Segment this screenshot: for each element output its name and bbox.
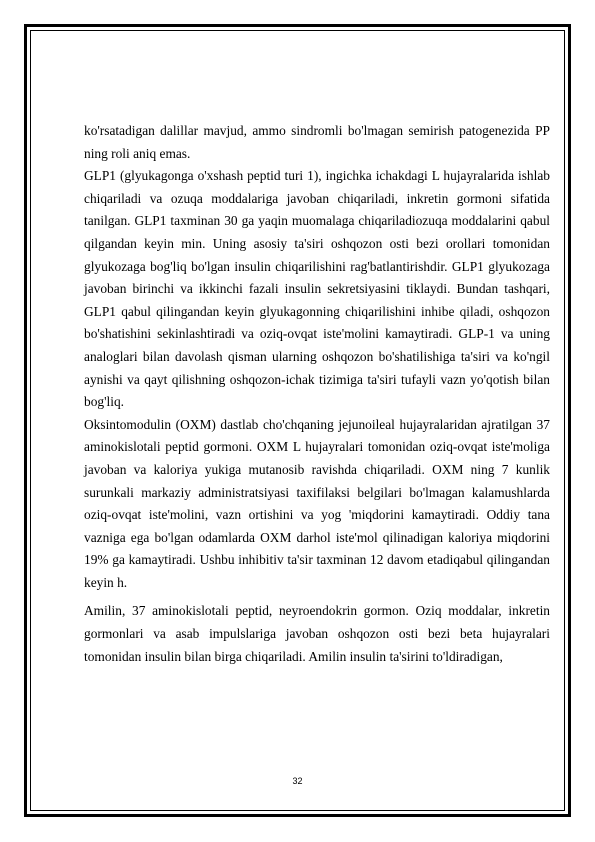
page-number: 32: [292, 776, 303, 786]
paragraph-oxm: Oksintomodulin (OXM) dastlab cho'chqaning jejunoileal hujayralaridan ajratilgan 37 aminokislotali peptid gormoni. OXM L hujayralari tomonidan oziq-ovqat iste'moliga javoban va kaloriya yukiga mutanosib ravishda chiqariladi. OXM ning 7 kunlik surunkali markaziy administratsiyasi taxifilaksi belgilari bo'lmagan kalamushlarda oziq-ovqat iste'molini, vazn ortishini va yog 'miqdorini kamaytiradi. Oddiy tana vazniga ega bo'lgan odamlarda OXM darhol iste'mol qilinadigan kaloriya miqdorini 19% ga kamaytiradi. Ushbu inhibitiv ta'sir taxminan 12 davom etadiqabul qilingandan keyin h.: [84, 416, 550, 590]
paragraph-glp1: GLP1 (glyukagonga o'xshash peptid turi 1), ingichka ichakdagi L hujayralarida ishlab chiqariladi va ozuqa moddalariga javoban chiqariladi, inkretin gormoni sifatida tanilgan. GLP1 taxminan 30 ga yaqin muomalaga chiqariladiozuqa moddalarini qabul qilgandan keyin min. Uning asosiy ta'siri oshqozon osti bezi orollari tomonidan glyukozaga bog'liq bo'lgan insulin chiqarilishini rag'batlantirishdir. GLP1 glyukozaga javoban birinchi va ikkinchi fazali insulin sekretsiyasini tiklaydi. Bundan tashqari, GLP1 qabul qilingandan keyin glyukagonning chiqarilishini inhibe qiladi, oshqozon bo'shatishini sekinlashtiradi va oziq-ovqat iste'molini kamaytiradi. GLP-1 va uning analoglari bilan davolash qisman ularning oshqozon bo'shatilishiga ta'siri va ko'ngil aynishi va qayt qilishning oshqozon-ichak tizimiga ta'siri tufayli vazn yo'qotish bilan bog'liq.: [84, 168, 550, 410]
paragraph-amylin: Amilin, 37 aminokislotali peptid, neyroendokrin gormon. Oziq moddalar, inkretin gormonlari va asab impulslariga javoban oshqozon osti bezi beta hujayralari tomonidan insulin bilan birga chiqariladi. Amilin insulin ta'sirini to'ldiradigan,: [84, 603, 550, 664]
document-body: [84, 120, 550, 668]
paragraph-pp-role: ko'rsatadigan dalillar mavjud, ammo sindromli bo'lmagan semirish patogenezida PP ning roli aniq emas.: [84, 123, 550, 161]
